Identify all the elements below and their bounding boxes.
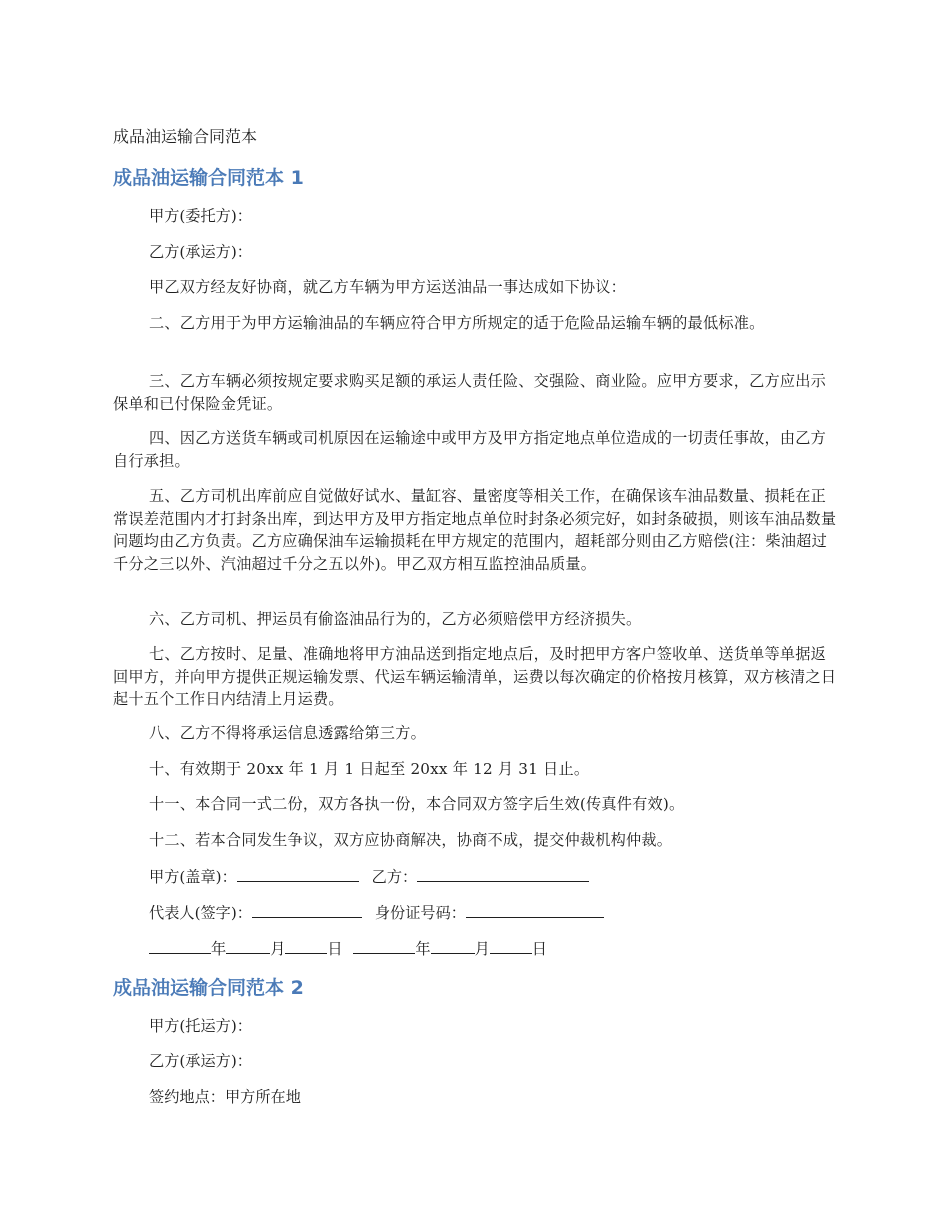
rep-label: 代表人(签字)： (149, 904, 252, 922)
day-blank-a (285, 938, 327, 954)
party-a-line: 甲方(委托方)： (149, 207, 252, 225)
clause-4: 四、因乙方送货车辆或司机原因在运输途中或甲方及甲方指定地点单位造成的一切责任事故，由乙方自行承担。 (113, 429, 827, 470)
month-label-b: 月 (474, 940, 490, 958)
s2-party-a-line: 甲方(托运方)： (149, 1017, 252, 1035)
id-blank (466, 902, 604, 918)
section-1-heading: 成品油运输合同范本 1 (113, 167, 304, 189)
s2-place-line: 签约地点：甲方所在地 (149, 1088, 301, 1106)
date-line (149, 938, 547, 960)
year-blank-a (149, 938, 211, 954)
month-label-a: 月 (270, 940, 286, 958)
signature-line-parties (149, 866, 589, 888)
year-blank-b (353, 938, 415, 954)
month-blank-b (431, 938, 475, 954)
day-label-b: 日 (531, 940, 547, 958)
clause-11: 十一、本合同一式二份，双方各执一份，本合同双方签字后生效(传真件有效)。 (149, 795, 685, 813)
day-label-a: 日 (327, 940, 343, 958)
clause-6: 六、乙方司机、押运员有偷盗油品行为的，乙方必须赔偿甲方经济损失。 (149, 610, 642, 628)
clause-12: 十二、若本合同发生争议，双方应协商解决，协商不成，提交仲裁机构仲裁。 (149, 831, 673, 849)
clause-2: 二、乙方用于为甲方运输油品的车辆应符合甲方所规定的适于危险品运输车辆的最低标准。 (149, 314, 765, 332)
sign-b-blank (417, 866, 589, 882)
clause-7: 七、乙方按时、足量、准确地将甲方油品送到指定地点后，及时把甲方客户签收单、送货单等单据返回甲方，并向甲方提供正规运输发票、代运车辆运输清单，运费以每次确定的价格按月核算，双方核清之日起十五个工作日内结清上月运费。 (113, 645, 837, 708)
s2-party-b-line: 乙方(承运方)： (149, 1052, 252, 1070)
rep-blank (252, 902, 362, 918)
month-blank-a (226, 938, 270, 954)
year-label-a: 年 (211, 940, 227, 958)
clause-10: 十、有效期于 20xx 年 1 月 1 日起至 20xx 年 12 月 31 日止。 (149, 760, 590, 778)
document-title: 成品油运输合同范本 (113, 127, 258, 146)
sign-b-label: 乙方： (371, 868, 418, 886)
id-label: 身份证号码： (374, 904, 466, 922)
signature-line-representative (149, 902, 604, 924)
agreement-intro: 甲乙双方经友好协商，就乙方车辆为甲方运送油品一事达成如下协议： (149, 278, 627, 296)
sign-a-blank (237, 866, 359, 882)
day-blank-b (490, 938, 532, 954)
clause-8: 八、乙方不得将承运信息透露给第三方。 (149, 724, 426, 742)
clause-5: 五、乙方司机出库前应自觉做好试水、量缸容、量密度等相关工作，在确保该车油品数量、损耗在正常误差范围内才打封条出库，到达甲方及甲方指定地点单位时封条必须完好，如封条破损，则该车油品数量问题均由乙方负责。乙方应确保油车运输损耗在甲方规定的范围内，超耗部分则由乙方赔偿(注：柴油超过千分之三以外、汽油超过千分之五以外)。甲乙双方相互监控油品质量。 (113, 487, 837, 573)
clause-3: 三、乙方车辆必须按规定要求购买足额的承运人责任险、交强险、商业险。应甲方要求，乙方应出示保单和已付保险金凭证。 (113, 372, 827, 413)
sign-a-label: 甲方(盖章)： (149, 868, 237, 886)
section-2-heading: 成品油运输合同范本 2 (113, 977, 304, 999)
year-label-b: 年 (415, 940, 431, 958)
party-b-line: 乙方(承运方)： (149, 243, 252, 261)
